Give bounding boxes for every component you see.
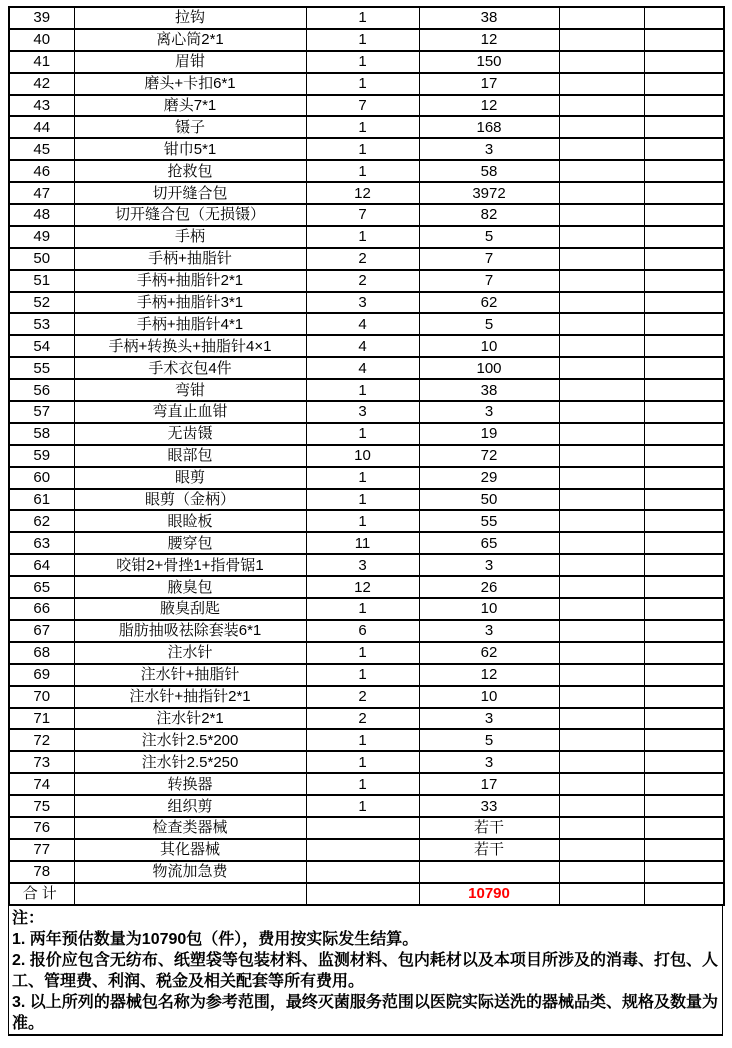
- cell-value: 17: [419, 773, 559, 795]
- cell-empty-2: [644, 335, 724, 357]
- cell-qty: 1: [306, 160, 419, 182]
- cell-no: 45: [9, 138, 74, 160]
- cell-empty-1: [559, 751, 644, 773]
- total-empty-cell-1: [559, 883, 644, 905]
- cell-qty: 1: [306, 489, 419, 511]
- cell-value: 62: [419, 642, 559, 664]
- cell-empty-2: [644, 248, 724, 270]
- cell-no: 77: [9, 839, 74, 861]
- table-row: [9, 379, 724, 401]
- cell-no: 50: [9, 248, 74, 270]
- total-label-cell: 合计: [9, 883, 74, 905]
- cell-empty-1: [559, 489, 644, 511]
- cell-name: 眼剪（金柄）: [74, 489, 306, 511]
- cell-empty-2: [644, 357, 724, 379]
- cell-qty: 2: [306, 686, 419, 708]
- table-row: [9, 160, 724, 182]
- notes-heading: 注：: [12, 909, 45, 927]
- cell-empty-1: [559, 532, 644, 554]
- cell-empty-1: [559, 357, 644, 379]
- cell-qty: 1: [306, 116, 419, 138]
- cell-empty-1: [559, 467, 644, 489]
- cell-name: 抢救包: [74, 160, 306, 182]
- cell-name: 眼睑板: [74, 510, 306, 532]
- cell-empty-1: [559, 773, 644, 795]
- cell-name: 检查类器械: [74, 817, 306, 839]
- cell-value: 3: [419, 751, 559, 773]
- cell-empty-1: [559, 51, 644, 73]
- table-row: [9, 357, 724, 379]
- cell-no: 68: [9, 642, 74, 664]
- cell-no: 46: [9, 160, 74, 182]
- cell-qty: 1: [306, 751, 419, 773]
- cell-empty-2: [644, 576, 724, 598]
- cell-qty: 4: [306, 357, 419, 379]
- cell-name: 眼部包: [74, 445, 306, 467]
- cell-qty: 1: [306, 7, 419, 29]
- cell-empty-2: [644, 795, 724, 817]
- cell-name: 镊子: [74, 116, 306, 138]
- total-row-body: [9, 883, 724, 905]
- cell-qty: 3: [306, 401, 419, 423]
- cell-empty-1: [559, 116, 644, 138]
- cell-name: 手术衣包4件: [74, 357, 306, 379]
- table-row: [9, 620, 724, 642]
- cell-empty-2: [644, 204, 724, 226]
- table-row: [9, 335, 724, 357]
- cell-no: 67: [9, 620, 74, 642]
- cell-value: 55: [419, 510, 559, 532]
- cell-qty: 1: [306, 773, 419, 795]
- cell-no: 69: [9, 664, 74, 686]
- table-row: [9, 445, 724, 467]
- cell-empty-1: [559, 642, 644, 664]
- cell-name: 手柄+转换头+抽脂针4×1: [74, 335, 306, 357]
- cell-qty: 1: [306, 379, 419, 401]
- cell-qty: 1: [306, 73, 419, 95]
- cell-empty-2: [644, 598, 724, 620]
- cell-empty-1: [559, 729, 644, 751]
- table-row: [9, 7, 724, 29]
- table-row: [9, 116, 724, 138]
- table-row: [9, 598, 724, 620]
- cell-empty-2: [644, 226, 724, 248]
- cell-qty: 7: [306, 95, 419, 117]
- cell-value: 12: [419, 29, 559, 51]
- cell-empty-1: [559, 686, 644, 708]
- cell-empty-2: [644, 51, 724, 73]
- cell-name: 磨头+卡扣6*1: [74, 73, 306, 95]
- cell-empty-2: [644, 270, 724, 292]
- cell-empty-1: [559, 138, 644, 160]
- table-row: [9, 817, 724, 839]
- cell-empty-2: [644, 182, 724, 204]
- total-value-cell: 10790: [419, 883, 559, 905]
- notes-section: [8, 906, 723, 1036]
- cell-value: 50: [419, 489, 559, 511]
- table-row: [9, 861, 724, 883]
- cell-empty-2: [644, 73, 724, 95]
- cell-name: 手柄+抽脂针3*1: [74, 292, 306, 314]
- cell-qty: 11: [306, 532, 419, 554]
- cell-no: 47: [9, 182, 74, 204]
- instrument-package-table: [8, 6, 725, 906]
- cell-empty-1: [559, 226, 644, 248]
- cell-empty-1: [559, 160, 644, 182]
- cell-value: 33: [419, 795, 559, 817]
- cell-empty-1: [559, 620, 644, 642]
- cell-name: 组织剪: [74, 795, 306, 817]
- cell-name: 腋臭包: [74, 576, 306, 598]
- cell-name: 手柄+抽脂针: [74, 248, 306, 270]
- cell-no: 57: [9, 401, 74, 423]
- cell-no: 53: [9, 313, 74, 335]
- cell-qty: 1: [306, 138, 419, 160]
- cell-empty-2: [644, 489, 724, 511]
- cell-name: 手柄+抽脂针2*1: [74, 270, 306, 292]
- table-body: [9, 7, 724, 883]
- cell-no: 49: [9, 226, 74, 248]
- cell-qty: 1: [306, 729, 419, 751]
- cell-qty: 12: [306, 576, 419, 598]
- cell-qty: 1: [306, 642, 419, 664]
- cell-name: 腋臭刮匙: [74, 598, 306, 620]
- cell-no: 64: [9, 554, 74, 576]
- table-row: [9, 401, 724, 423]
- table-row: [9, 642, 724, 664]
- cell-empty-1: [559, 7, 644, 29]
- cell-qty: 12: [306, 182, 419, 204]
- cell-value: [419, 861, 559, 883]
- cell-empty-1: [559, 73, 644, 95]
- cell-value: 3: [419, 138, 559, 160]
- cell-no: 51: [9, 270, 74, 292]
- cell-name: 钳巾5*1: [74, 138, 306, 160]
- cell-qty: 1: [306, 664, 419, 686]
- cell-empty-2: [644, 642, 724, 664]
- cell-qty: 1: [306, 598, 419, 620]
- cell-name: 咬钳2+骨挫1+指骨锯1: [74, 554, 306, 576]
- total-row: [9, 883, 724, 905]
- cell-empty-1: [559, 95, 644, 117]
- cell-name: 切开缝合包: [74, 182, 306, 204]
- cell-empty-2: [644, 729, 724, 751]
- cell-name: 注水针+抽指针2*1: [74, 686, 306, 708]
- cell-empty-2: [644, 138, 724, 160]
- cell-value: 150: [419, 51, 559, 73]
- table-row: [9, 576, 724, 598]
- cell-empty-1: [559, 248, 644, 270]
- cell-value: 168: [419, 116, 559, 138]
- table-row: [9, 708, 724, 730]
- cell-no: 40: [9, 29, 74, 51]
- cell-value: 26: [419, 576, 559, 598]
- cell-value: 12: [419, 95, 559, 117]
- cell-value: 10: [419, 686, 559, 708]
- cell-empty-1: [559, 510, 644, 532]
- cell-no: 55: [9, 357, 74, 379]
- cell-qty: 4: [306, 313, 419, 335]
- cell-qty: 1: [306, 795, 419, 817]
- cell-name: 拉钩: [74, 7, 306, 29]
- cell-qty: 2: [306, 270, 419, 292]
- cell-name: 眉钳: [74, 51, 306, 73]
- cell-name: 注水针2.5*200: [74, 729, 306, 751]
- cell-value: 82: [419, 204, 559, 226]
- cell-empty-2: [644, 532, 724, 554]
- cell-value: 29: [419, 467, 559, 489]
- cell-no: 41: [9, 51, 74, 73]
- table-row: [9, 510, 724, 532]
- cell-qty: 1: [306, 29, 419, 51]
- cell-no: 76: [9, 817, 74, 839]
- note-line-1: 1. 两年预估数量为10790包（件），费用按实际发生结算。: [12, 930, 419, 948]
- table-row: [9, 270, 724, 292]
- table-row: [9, 664, 724, 686]
- cell-empty-2: [644, 423, 724, 445]
- cell-empty-1: [559, 29, 644, 51]
- cell-empty-1: [559, 204, 644, 226]
- cell-qty: [306, 839, 419, 861]
- cell-empty-1: [559, 664, 644, 686]
- cell-value: 19: [419, 423, 559, 445]
- table-row: [9, 73, 724, 95]
- cell-empty-2: [644, 554, 724, 576]
- cell-value: 38: [419, 7, 559, 29]
- cell-empty-2: [644, 686, 724, 708]
- cell-qty: 2: [306, 708, 419, 730]
- cell-empty-2: [644, 773, 724, 795]
- cell-empty-2: [644, 620, 724, 642]
- total-empty-cell-2: [644, 883, 724, 905]
- cell-qty: 4: [306, 335, 419, 357]
- cell-value: 5: [419, 226, 559, 248]
- cell-empty-1: [559, 182, 644, 204]
- cell-value: 100: [419, 357, 559, 379]
- cell-name: 无齿镊: [74, 423, 306, 445]
- cell-qty: [306, 817, 419, 839]
- cell-no: 70: [9, 686, 74, 708]
- table-row: [9, 773, 724, 795]
- cell-name: 眼剪: [74, 467, 306, 489]
- table-row: [9, 29, 724, 51]
- cell-qty: 7: [306, 204, 419, 226]
- cell-empty-2: [644, 664, 724, 686]
- cell-no: 58: [9, 423, 74, 445]
- table-row: [9, 729, 724, 751]
- cell-empty-2: [644, 708, 724, 730]
- cell-value: 72: [419, 445, 559, 467]
- cell-no: 61: [9, 489, 74, 511]
- cell-no: 42: [9, 73, 74, 95]
- cell-empty-2: [644, 817, 724, 839]
- cell-no: 65: [9, 576, 74, 598]
- cell-name: 注水针2.5*250: [74, 751, 306, 773]
- table-row: [9, 423, 724, 445]
- cell-empty-1: [559, 839, 644, 861]
- cell-qty: 1: [306, 51, 419, 73]
- cell-name: 腰穿包: [74, 532, 306, 554]
- cell-empty-1: [559, 335, 644, 357]
- cell-value: 17: [419, 73, 559, 95]
- cell-no: 63: [9, 532, 74, 554]
- cell-name: 注水针2*1: [74, 708, 306, 730]
- table-row: [9, 839, 724, 861]
- cell-value: 7: [419, 248, 559, 270]
- table-row: [9, 313, 724, 335]
- cell-no: 71: [9, 708, 74, 730]
- cell-name: 其化器械: [74, 839, 306, 861]
- cell-no: 52: [9, 292, 74, 314]
- cell-no: 62: [9, 510, 74, 532]
- cell-no: 60: [9, 467, 74, 489]
- cell-name: 弯直止血钳: [74, 401, 306, 423]
- cell-name: 脂肪抽吸祛除套装6*1: [74, 620, 306, 642]
- cell-qty: 3: [306, 292, 419, 314]
- table-row: [9, 204, 724, 226]
- table-row: [9, 182, 724, 204]
- cell-qty: 6: [306, 620, 419, 642]
- cell-no: 39: [9, 7, 74, 29]
- table-row: [9, 226, 724, 248]
- cell-empty-1: [559, 598, 644, 620]
- cell-qty: 2: [306, 248, 419, 270]
- cell-qty: 1: [306, 423, 419, 445]
- cell-value: 3972: [419, 182, 559, 204]
- table-row: [9, 686, 724, 708]
- cell-no: 48: [9, 204, 74, 226]
- table-row: [9, 795, 724, 817]
- cell-empty-1: [559, 292, 644, 314]
- table-row: [9, 751, 724, 773]
- cell-no: 74: [9, 773, 74, 795]
- cell-value: 若干: [419, 817, 559, 839]
- cell-value: 10: [419, 335, 559, 357]
- cell-qty: [306, 861, 419, 883]
- cell-empty-2: [644, 7, 724, 29]
- cell-qty: 10: [306, 445, 419, 467]
- cell-no: 66: [9, 598, 74, 620]
- cell-empty-2: [644, 313, 724, 335]
- note-line-2: 2. 报价应包含无纺布、纸塑袋等包装材料、监测材料、包内耗材以及本项目所涉及的消毒、打包、人工、管理费、利润、税金及相关配套等所有费用。: [12, 951, 718, 990]
- cell-empty-2: [644, 379, 724, 401]
- cell-empty-2: [644, 467, 724, 489]
- cell-value: 38: [419, 379, 559, 401]
- cell-empty-1: [559, 795, 644, 817]
- cell-value: 3: [419, 401, 559, 423]
- cell-name: 弯钳: [74, 379, 306, 401]
- cell-empty-1: [559, 313, 644, 335]
- table-row: [9, 95, 724, 117]
- note-line-3: 3. 以上所列的器械包名称为参考范围，最终灭菌服务范围以医院实际送洗的器械品类、规格及数量为准。: [12, 993, 718, 1032]
- cell-no: 44: [9, 116, 74, 138]
- cell-value: 3: [419, 554, 559, 576]
- cell-name: 切开缝合包（无损镊）: [74, 204, 306, 226]
- cell-no: 72: [9, 729, 74, 751]
- cell-value: 10: [419, 598, 559, 620]
- cell-value: 5: [419, 729, 559, 751]
- cell-name: 转换器: [74, 773, 306, 795]
- total-qty-cell: [306, 883, 419, 905]
- cell-qty: 1: [306, 510, 419, 532]
- cell-no: 54: [9, 335, 74, 357]
- cell-name: 注水针+抽脂针: [74, 664, 306, 686]
- cell-no: 73: [9, 751, 74, 773]
- total-name-cell: [74, 883, 306, 905]
- cell-name: 离心筒2*1: [74, 29, 306, 51]
- cell-no: 59: [9, 445, 74, 467]
- cell-value: 62: [419, 292, 559, 314]
- cell-value: 58: [419, 160, 559, 182]
- cell-empty-1: [559, 270, 644, 292]
- cell-name: 注水针: [74, 642, 306, 664]
- cell-value: 若干: [419, 839, 559, 861]
- cell-no: 75: [9, 795, 74, 817]
- cell-value: 3: [419, 708, 559, 730]
- cell-qty: 3: [306, 554, 419, 576]
- table-row: [9, 292, 724, 314]
- cell-empty-2: [644, 401, 724, 423]
- cell-no: 56: [9, 379, 74, 401]
- cell-empty-2: [644, 160, 724, 182]
- cell-empty-2: [644, 861, 724, 883]
- cell-empty-2: [644, 510, 724, 532]
- cell-no: 78: [9, 861, 74, 883]
- table-row: [9, 532, 724, 554]
- document-page: [8, 6, 723, 1036]
- cell-qty: 1: [306, 226, 419, 248]
- cell-empty-2: [644, 445, 724, 467]
- cell-empty-2: [644, 292, 724, 314]
- cell-empty-2: [644, 751, 724, 773]
- table-row: [9, 489, 724, 511]
- cell-qty: 1: [306, 467, 419, 489]
- table-row: [9, 554, 724, 576]
- cell-empty-1: [559, 708, 644, 730]
- cell-name: 磨头7*1: [74, 95, 306, 117]
- cell-name: 手柄+抽脂针4*1: [74, 313, 306, 335]
- cell-empty-1: [559, 401, 644, 423]
- cell-name: 物流加急费: [74, 861, 306, 883]
- cell-value: 12: [419, 664, 559, 686]
- cell-value: 65: [419, 532, 559, 554]
- cell-no: 43: [9, 95, 74, 117]
- cell-empty-2: [644, 839, 724, 861]
- table-row: [9, 138, 724, 160]
- table-row: [9, 51, 724, 73]
- cell-value: 3: [419, 620, 559, 642]
- cell-empty-1: [559, 817, 644, 839]
- cell-value: 5: [419, 313, 559, 335]
- cell-empty-1: [559, 379, 644, 401]
- cell-empty-1: [559, 861, 644, 883]
- cell-empty-1: [559, 554, 644, 576]
- cell-empty-2: [644, 95, 724, 117]
- cell-empty-2: [644, 116, 724, 138]
- table-row: [9, 467, 724, 489]
- cell-empty-2: [644, 29, 724, 51]
- cell-empty-1: [559, 423, 644, 445]
- cell-name: 手柄: [74, 226, 306, 248]
- cell-value: 7: [419, 270, 559, 292]
- cell-empty-1: [559, 576, 644, 598]
- cell-empty-1: [559, 445, 644, 467]
- table-row: [9, 248, 724, 270]
